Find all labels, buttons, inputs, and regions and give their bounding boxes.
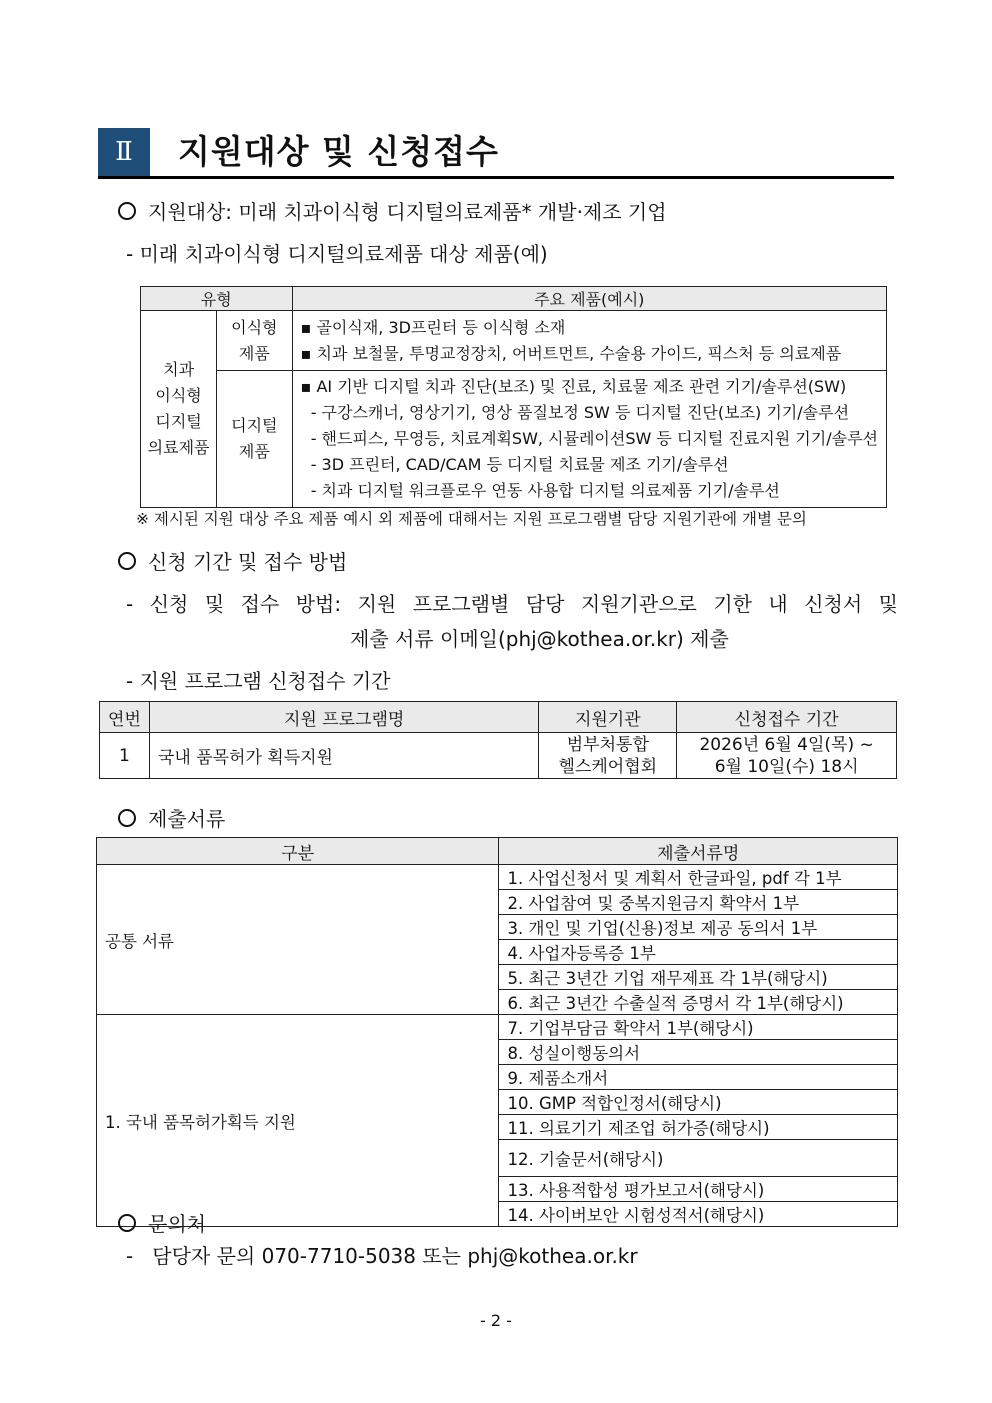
documents-table — [96, 837, 898, 1227]
document-item: 2. 사업참여 및 중복지원금지 확약서 1부 — [499, 890, 898, 915]
schedule-table — [99, 701, 897, 779]
section-title: 지원대상 및 신청접수 — [178, 132, 499, 171]
schedule-no: 1 — [100, 733, 150, 779]
section-divider — [98, 176, 894, 179]
document-item: 9. 제품소개서 — [499, 1065, 898, 1090]
circle-bullet-icon — [118, 552, 136, 570]
circle-bullet-icon — [118, 202, 136, 220]
schedule-period: 2026년 6월 4일(목) ~ 6월 10일(수) 18시 — [677, 733, 897, 779]
documents-group-domestic: 1. 국내 품목허가획득 지원 — [97, 1015, 499, 1227]
product-table-header-type: 유형 — [141, 287, 293, 311]
application-heading — [118, 546, 347, 575]
documents-heading — [118, 803, 225, 832]
schedule-header-agency: 지원기관 — [539, 702, 677, 733]
target-subheading: - 미래 치과이식형 디지털의료제품 대상 제품(예) — [126, 242, 548, 266]
product-category: 치과 이식형 디지털 의료제품 — [141, 311, 217, 508]
product-item: - 구강스캐너, 영상기기, 영상 품질보정 SW 등 디지털 진단(보조) 기기/솔루션 — [300, 403, 850, 422]
application-method-line2: 제출 서류 이메일(phj@kothea.or.kr) 제출 — [350, 627, 729, 651]
target-heading — [118, 196, 667, 225]
document-item: 11. 의료기기 제조업 허가증(해당시) — [499, 1115, 898, 1140]
application-period-heading: - 지원 프로그램 신청접수 기간 — [126, 669, 391, 693]
product-item: ▪ 치과 보철물, 투명교정장치, 어버트먼트, 수술용 가이드, 픽스처 등 의료제품 — [300, 343, 842, 363]
document-item: 5. 최근 3년간 기업 재무제표 각 1부(해당시) — [499, 965, 898, 990]
table-row — [100, 733, 897, 779]
product-item: ▪ AI 기반 디지털 치과 진단(보조) 및 진료, 치료물 제조 관련 기기/솔루션(SW) — [300, 377, 847, 396]
application-heading-text: 신청 기간 및 접수 방법 — [148, 550, 348, 574]
document-item: 7. 기업부담금 확약서 1부(해당시) — [499, 1015, 898, 1040]
circle-bullet-icon — [118, 1214, 136, 1232]
product-item: - 핸드피스, 무영등, 치료계획SW, 시뮬레이션SW 등 디지털 진료지원 기기/솔루션 — [300, 429, 878, 448]
document-item: 4. 사업자등록증 1부 — [499, 940, 898, 965]
contact-line: - 담당자 문의 070-7710-5038 또는 phj@kothea.or.kr — [126, 1244, 638, 1268]
product-item: - 3D 프린터, CAD/CAM 등 디지털 치료물 제조 기기/솔루션 — [300, 455, 729, 474]
schedule-header-no: 연번 — [100, 702, 150, 733]
document-item: 6. 최근 3년간 수출실적 증명서 각 1부(해당시) — [499, 990, 898, 1015]
product-items-implant — [292, 311, 886, 371]
section-number-badge: Ⅱ — [98, 128, 150, 176]
page-number: - 2 - — [480, 1311, 512, 1330]
table-row — [97, 1015, 898, 1040]
product-items-digital — [292, 371, 886, 508]
schedule-header-program: 지원 프로그램명 — [149, 702, 538, 733]
document-item: 1. 사업신청서 및 계획서 한글파일, pdf 각 1부 — [499, 865, 898, 890]
documents-group-common: 공통 서류 — [97, 865, 499, 1015]
documents-header-category: 구분 — [97, 838, 499, 865]
schedule-program: 국내 품목허가 획득지원 — [149, 733, 538, 779]
document-item: 10. GMP 적합인정서(해당시) — [499, 1090, 898, 1115]
document-item: 8. 성실이행동의서 — [499, 1040, 898, 1065]
product-type-implant: 이식형 제품 — [217, 311, 292, 371]
product-table — [140, 286, 887, 508]
product-table-note: ※ 제시된 지원 대상 주요 제품 예시 외 제품에 대해서는 지원 프로그램별 담당 지원기관에 개별 문의 — [136, 510, 807, 528]
product-table-header-items: 주요 제품(예시) — [292, 287, 886, 311]
contact-heading-text: 문의처 — [148, 1212, 206, 1236]
application-method-line1: - 신청 및 접수 방법: 지원 프로그램별 담당 지원기관으로 기한 내 신청서 및 — [126, 592, 898, 616]
document-item: 3. 개인 및 기업(신용)정보 제공 동의서 1부 — [499, 915, 898, 940]
schedule-header-period: 신청접수 기간 — [677, 702, 897, 733]
target-heading-text: 지원대상: 미래 치과이식형 디지털의료제품* 개발·제조 기업 — [148, 200, 667, 224]
document-item: 14. 사이버보안 시험성적서(해당시) — [499, 1202, 898, 1227]
documents-heading-text: 제출서류 — [148, 807, 226, 831]
circle-bullet-icon — [118, 809, 136, 827]
documents-header-docs: 제출서류명 — [499, 838, 898, 865]
schedule-agency: 범부처통합 헬스케어협회 — [539, 733, 677, 779]
product-type-digital: 디지털 제품 — [217, 371, 292, 508]
document-item: 13. 사용적합성 평가보고서(해당시) — [499, 1177, 898, 1202]
document-item: 12. 기술문서(해당시) — [499, 1140, 898, 1177]
product-item: ▪ 골이식재, 3D프린터 등 이식형 소재 — [300, 317, 566, 337]
table-row — [97, 865, 898, 890]
product-item: - 치과 디지털 워크플로우 연동 사용합 디지털 의료제품 기기/솔루션 — [300, 481, 780, 500]
contact-heading — [118, 1208, 206, 1237]
